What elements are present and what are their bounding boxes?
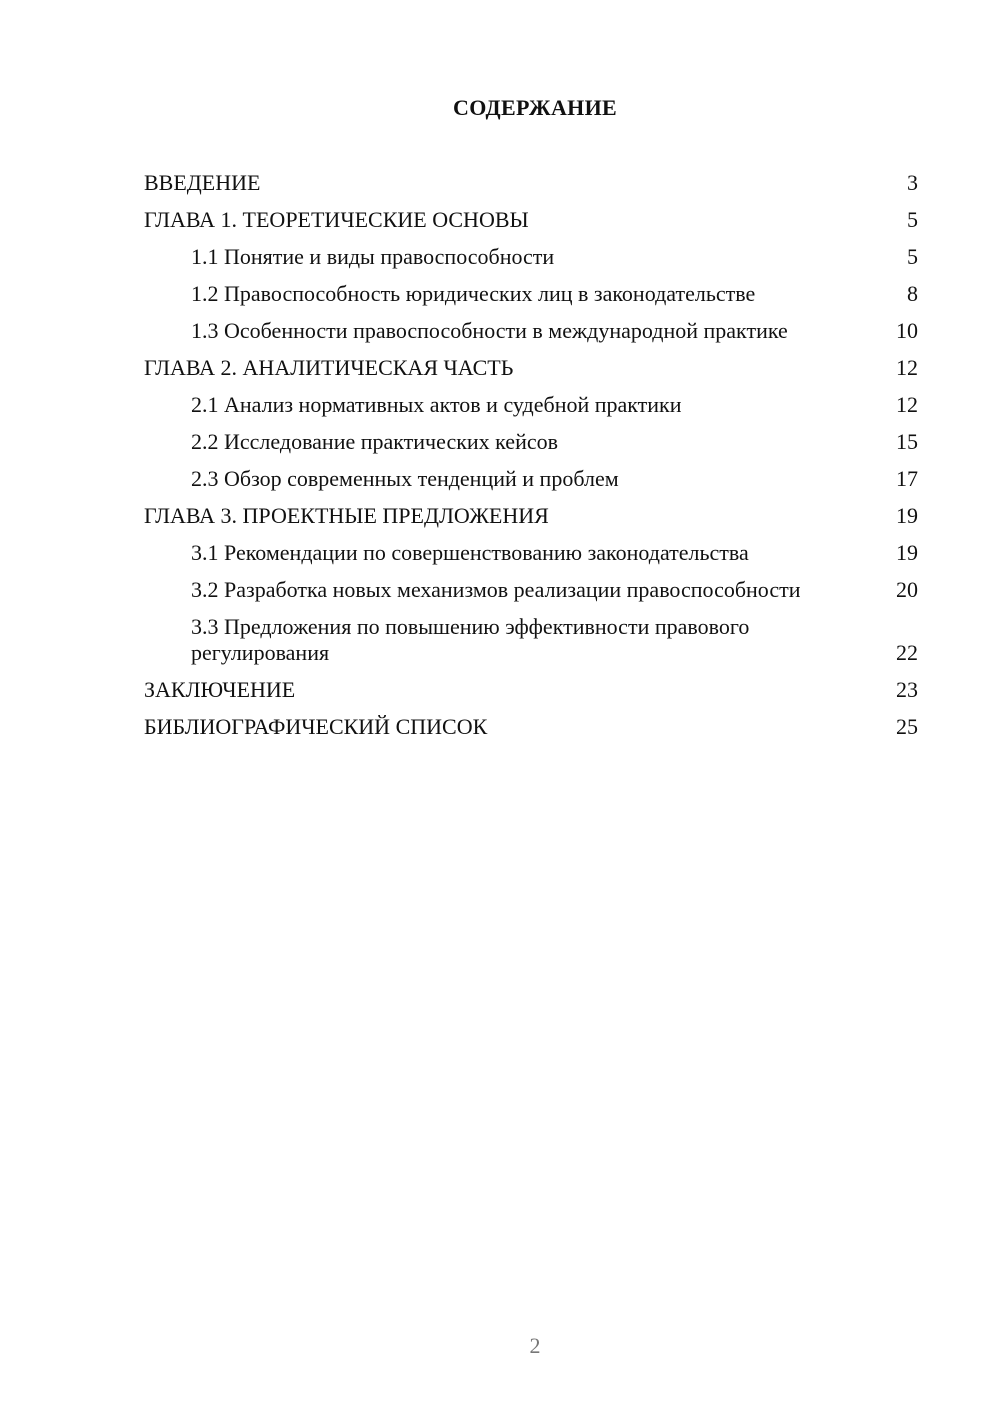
toc-entry-page: 3 [907,170,918,195]
toc-entry-section-1-1[interactable] [144,244,918,270]
page-title: СОДЕРЖАНИЕ [453,95,617,120]
toc-entry-section-1-2[interactable] [144,281,918,307]
toc-entry-section-3-3[interactable] [144,614,918,666]
toc-entry-chapter-1[interactable] [144,207,918,233]
toc-entry-label: 2.3 Обзор современных тенденций и проблем [191,466,619,491]
toc-entry-page: 17 [896,466,918,491]
toc-entry-page: 23 [896,677,918,702]
toc-entry-label: ЗАКЛЮЧЕНИЕ [144,677,296,702]
toc-entry-label: 2.2 Исследование практических кейсов [191,429,558,454]
toc-entry-page: 5 [907,207,918,232]
toc-entry-label: 1.1 Понятие и виды правоспособности [191,244,555,269]
toc-entry-label: 3.2 Разработка новых механизмов реализации правоспособности [191,577,801,602]
toc-entry-label: 2.1 Анализ нормативных актов и судебной практики [191,392,682,417]
toc-entry-conclusion[interactable] [144,677,918,703]
toc-entry-page: 19 [896,503,918,528]
table-of-contents [144,170,918,751]
toc-entry-chapter-2[interactable] [144,355,918,381]
toc-entry-page: 8 [907,281,918,306]
toc-entry-label: 3.1 Рекомендации по совершенствованию законодательства [191,540,749,565]
toc-entry-bibliography[interactable] [144,714,918,740]
toc-entry-section-2-1[interactable] [144,392,918,418]
toc-entry-label: ГЛАВА 3. ПРОЕКТНЫЕ ПРЕДЛОЖЕНИЯ [144,503,549,528]
toc-entry-page: 12 [896,392,918,417]
toc-entry-label: 1.3 Особенности правоспособности в международной практике [191,318,788,343]
toc-entry-section-3-2[interactable] [144,577,918,603]
toc-entry-page: 15 [896,429,918,454]
toc-entry-label: ВВЕДЕНИЕ [144,170,261,195]
toc-entry-label: 1.2 Правоспособность юридических лиц в законодательстве [191,281,756,306]
toc-entry-label: 3.3 Предложения по повышению эффективности правового регулирования [191,614,750,665]
toc-entry-chapter-3[interactable] [144,503,918,529]
toc-entry-label: ГЛАВА 1. ТЕОРЕТИЧЕСКИЕ ОСНОВЫ [144,207,529,232]
toc-entry-label: ГЛАВА 2. АНАЛИТИЧЕСКАЯ ЧАСТЬ [144,355,514,380]
toc-entry-introduction[interactable] [144,170,918,196]
toc-entry-section-3-1[interactable] [144,540,918,566]
toc-entry-page: 10 [896,318,918,343]
toc-entry-section-1-3[interactable] [144,318,918,344]
toc-entry-page: 19 [896,540,918,565]
toc-entry-section-2-2[interactable] [144,429,918,455]
toc-entry-page: 25 [896,714,918,739]
toc-entry-label: БИБЛИОГРАФИЧЕСКИЙ СПИСОК [144,714,488,739]
toc-entry-page: 20 [896,577,918,602]
toc-entry-section-2-3[interactable] [144,466,918,492]
toc-entry-page: 22 [896,640,918,665]
toc-entry-page: 12 [896,355,918,380]
footer-page-number: 2 [529,1333,541,1358]
toc-entry-page: 5 [907,244,918,269]
